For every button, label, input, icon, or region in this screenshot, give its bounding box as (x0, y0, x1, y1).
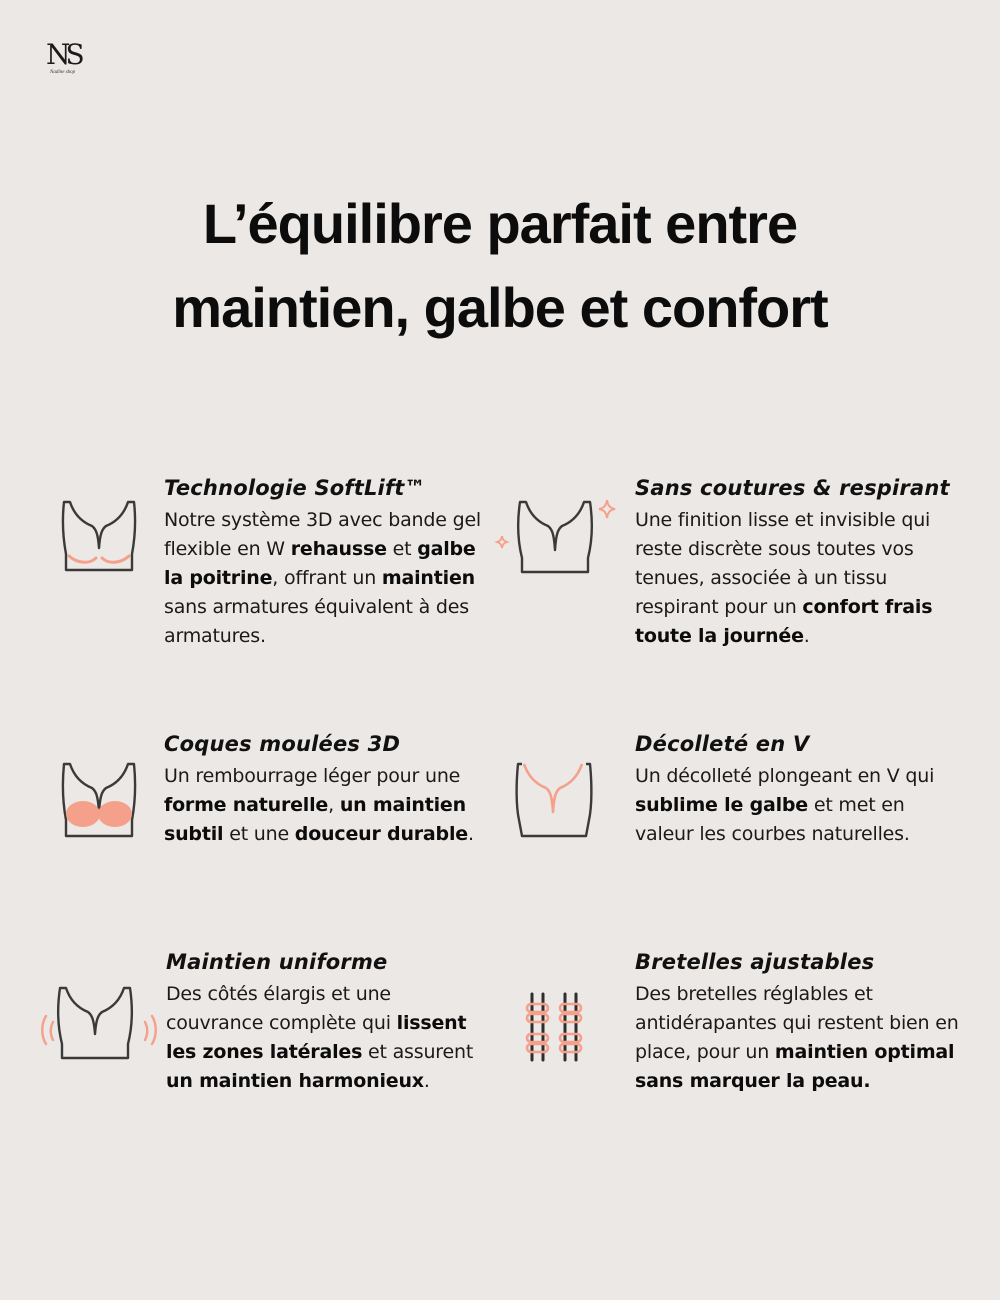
page-title-line-2: maintien, galbe et confort (172, 276, 828, 339)
bra-gel-band-icon (58, 496, 140, 576)
emphasis-text: maintien optimal sans marquer la peau. (635, 1041, 955, 1092)
emphasis-text: maintien (381, 567, 475, 589)
feature-title: Bretelles ajustables (635, 950, 875, 974)
logo-mark: NS (46, 38, 80, 71)
bra-side-support-icon (36, 984, 162, 1062)
body-text: . (467, 823, 474, 845)
body-text: et (386, 538, 418, 560)
body-text: Des côtés élargis et une couvrance complète qui (166, 983, 397, 1034)
feature-description (164, 506, 484, 651)
body-text: et met en valeur les courbes naturelles. (635, 794, 910, 845)
emphasis-text: un maintien harmonieux (166, 1070, 424, 1092)
body-text: Un rembourrage léger pour une (164, 765, 461, 787)
body-text: Notre système 3D avec bande gel flexible en W (164, 509, 482, 560)
body-text: . (803, 625, 810, 647)
body-text: et assurent (362, 1041, 474, 1063)
body-text: Une finition lisse et invisible qui reste discrète sous toutes vos tenues, associée à un tissu respirant pour un (635, 509, 931, 618)
emphasis-text: sublime le galbe (635, 794, 808, 816)
emphasis-text: confort frais toute la journée (635, 596, 933, 647)
feature-description (166, 980, 491, 1096)
feature-description (635, 762, 965, 849)
feature-seamless-breathable (490, 474, 1000, 674)
emphasis-text: galbe la poitrine (164, 538, 476, 589)
bra-v-neckline-icon (514, 760, 594, 840)
adjustable-straps-icon (524, 990, 586, 1064)
feature-softlift (0, 474, 490, 674)
body-text: , (328, 794, 340, 816)
bra-sparkles-icon (492, 496, 618, 578)
logo-tagline: Nadine shop (50, 70, 76, 75)
feature-adjustable-straps (490, 948, 1000, 1108)
feature-description (635, 506, 965, 651)
body-text: , offrant un (272, 567, 382, 589)
bra-molded-cups-icon (58, 760, 140, 840)
feature-uniform-support (0, 948, 490, 1108)
page-title (0, 182, 1000, 350)
emphasis-text: rehausse (290, 538, 387, 560)
emphasis-text: lissent les zones latérales (166, 1012, 467, 1063)
page-title-line-1: L’équilibre parfait entre (202, 192, 798, 255)
emphasis-text: forme naturelle (164, 794, 329, 816)
brand-logo (44, 40, 90, 84)
feature-title: Maintien uniforme (166, 950, 388, 974)
feature-description (635, 980, 975, 1096)
feature-title: Sans coutures & respirant (635, 476, 950, 500)
body-text: sans armatures équivalent à des armatures. (164, 596, 469, 647)
emphasis-text: douceur durable (294, 823, 468, 845)
feature-molded-cups (0, 730, 490, 870)
feature-v-neckline (490, 730, 1000, 870)
feature-title: Technologie SoftLift™ (164, 476, 426, 500)
body-text: Un décolleté plongeant en V qui (635, 765, 935, 787)
body-text: Des bretelles réglables et antidérapantes qui restent bien en place, pour un (635, 983, 959, 1063)
body-text: . (423, 1070, 430, 1092)
feature-title: Décolleté en V (635, 732, 810, 756)
feature-title: Coques moulées 3D (164, 732, 401, 756)
feature-description (164, 762, 489, 849)
emphasis-text: un maintien subtil (164, 794, 466, 845)
body-text: et une (223, 823, 295, 845)
